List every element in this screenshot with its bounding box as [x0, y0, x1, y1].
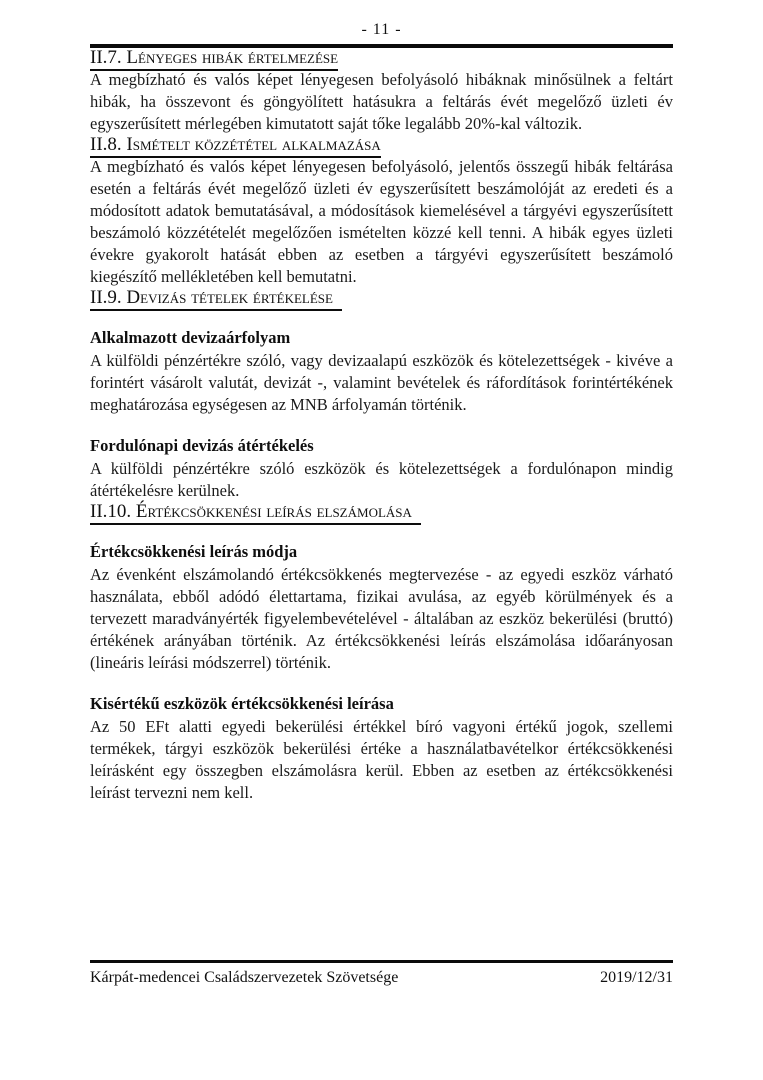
subheading-ertekcsokkenesi-leiras-modja: Értékcsökkenési leírás módja: [90, 542, 298, 561]
section-title: Értékcsökkenési leírás elszámolása: [135, 501, 412, 522]
section-II-9-heading: [90, 288, 673, 308]
section-title: Devizás tételek értékelése: [126, 287, 333, 308]
section-number: II.10.: [90, 501, 132, 522]
footer-date: 2019/12/31: [600, 969, 673, 986]
section-II-7: [90, 48, 673, 135]
section-II-7-paragraph: A megbízható és valós képet lényegesen befolyásoló hibáknak minősülnek a feltárt hibák, ha összevont és göngyölített hatásukra a feltárás évét megelőző üzleti év egyszerűsített mérlegében kimutatott saját tőke legalább 20%-kal változik.: [90, 70, 673, 133]
subsection-paragraph: Az 50 EFt alatti egyedi bekerülési értékkel bíró vagyoni értékű jogok, szellemi termékek, tárgyi eszközök bekerülési értéke a használatbavételkor értékcsökkenési leírásként egy összegben elszámolásra kerül. Ebben az esetben az értékcsökkenési leírást tervezni nem kell.: [90, 717, 673, 802]
subsection-paragraph: Az évenként elszámolandó értékcsökkenés megtervezése - az egyedi eszköz várható használata, ebből adódó élettartama, fizikai avulása, az egyéb körülmények és a tervezett maradványérték figyelembevételével - általában az eszköz bekerülési (bruttó) értékének arányában történik. Az értékcsökkenési leírás elszámolása időarányosan (lineáris leírási módszerrel) történik.: [90, 565, 673, 672]
section-title: Lényeges hibák értelmezése: [126, 47, 339, 68]
section-II-8: [90, 135, 673, 288]
section-II-8-paragraph: A megbízható és valós képet lényegesen befolyásoló, jelentős összegű hibák feltárása esetén a feltárás évét megelőző üzleti év egyszerűsített beszámolóját az eredeti és a módosított adatok bemutatásával, a módosítások kiemelésével a tárgyévi egyszerűsített beszámoló közzétételét megelőzően ismételten közzé kell tenni. A hibák egyes üzleti évekre gyakorolt hatását ebben az esetben a tárgyévi egyszerűsített beszámoló kiegészítő mellékletében kell bemutatni.: [90, 157, 673, 286]
section-number: II.9.: [90, 287, 122, 308]
section-II-10-heading: [90, 502, 673, 522]
subheading-alkalmazott-devizaarfolyam: Alkalmazott devizaárfolyam: [90, 328, 291, 347]
page-number: - 11 -: [361, 21, 402, 38]
section-number: II.8.: [90, 134, 122, 155]
section-title: Ismételt közzététel alkalmazása: [126, 134, 381, 155]
footer-organization: Kárpát-medencei Családszervezetek Szövetsége: [90, 969, 399, 986]
subsection-paragraph: A külföldi pénzértékre szóló, vagy devizaalapú eszközök és kötelezettségek - kivéve a forintért vásárolt valutát, devizát -, valamint bevételek és ráfordítások forintértékének meghatározása egységesen az MNB árfolyamán történik.: [90, 351, 673, 414]
subheading-kiserteku-eszkozok: Kisértékű eszközök értékcsökkenési leírása: [90, 694, 394, 713]
page-footer: [90, 960, 673, 988]
section-number: II.7.: [90, 47, 122, 68]
subsection-paragraph: A külföldi pénzértékre szóló eszközök és kötelezettségek a fordulónapon mindig átértékelésre kerülnek.: [90, 459, 673, 500]
section-II-7-heading: [90, 48, 673, 68]
subheading-fordulonapi-devizas-atertekeles: Fordulónapi devizás átértékelés: [90, 436, 314, 455]
section-II-8-heading: [90, 135, 673, 155]
footer-rule: [90, 960, 673, 963]
section-II-9: [90, 288, 673, 502]
section-II-10: [90, 502, 673, 804]
